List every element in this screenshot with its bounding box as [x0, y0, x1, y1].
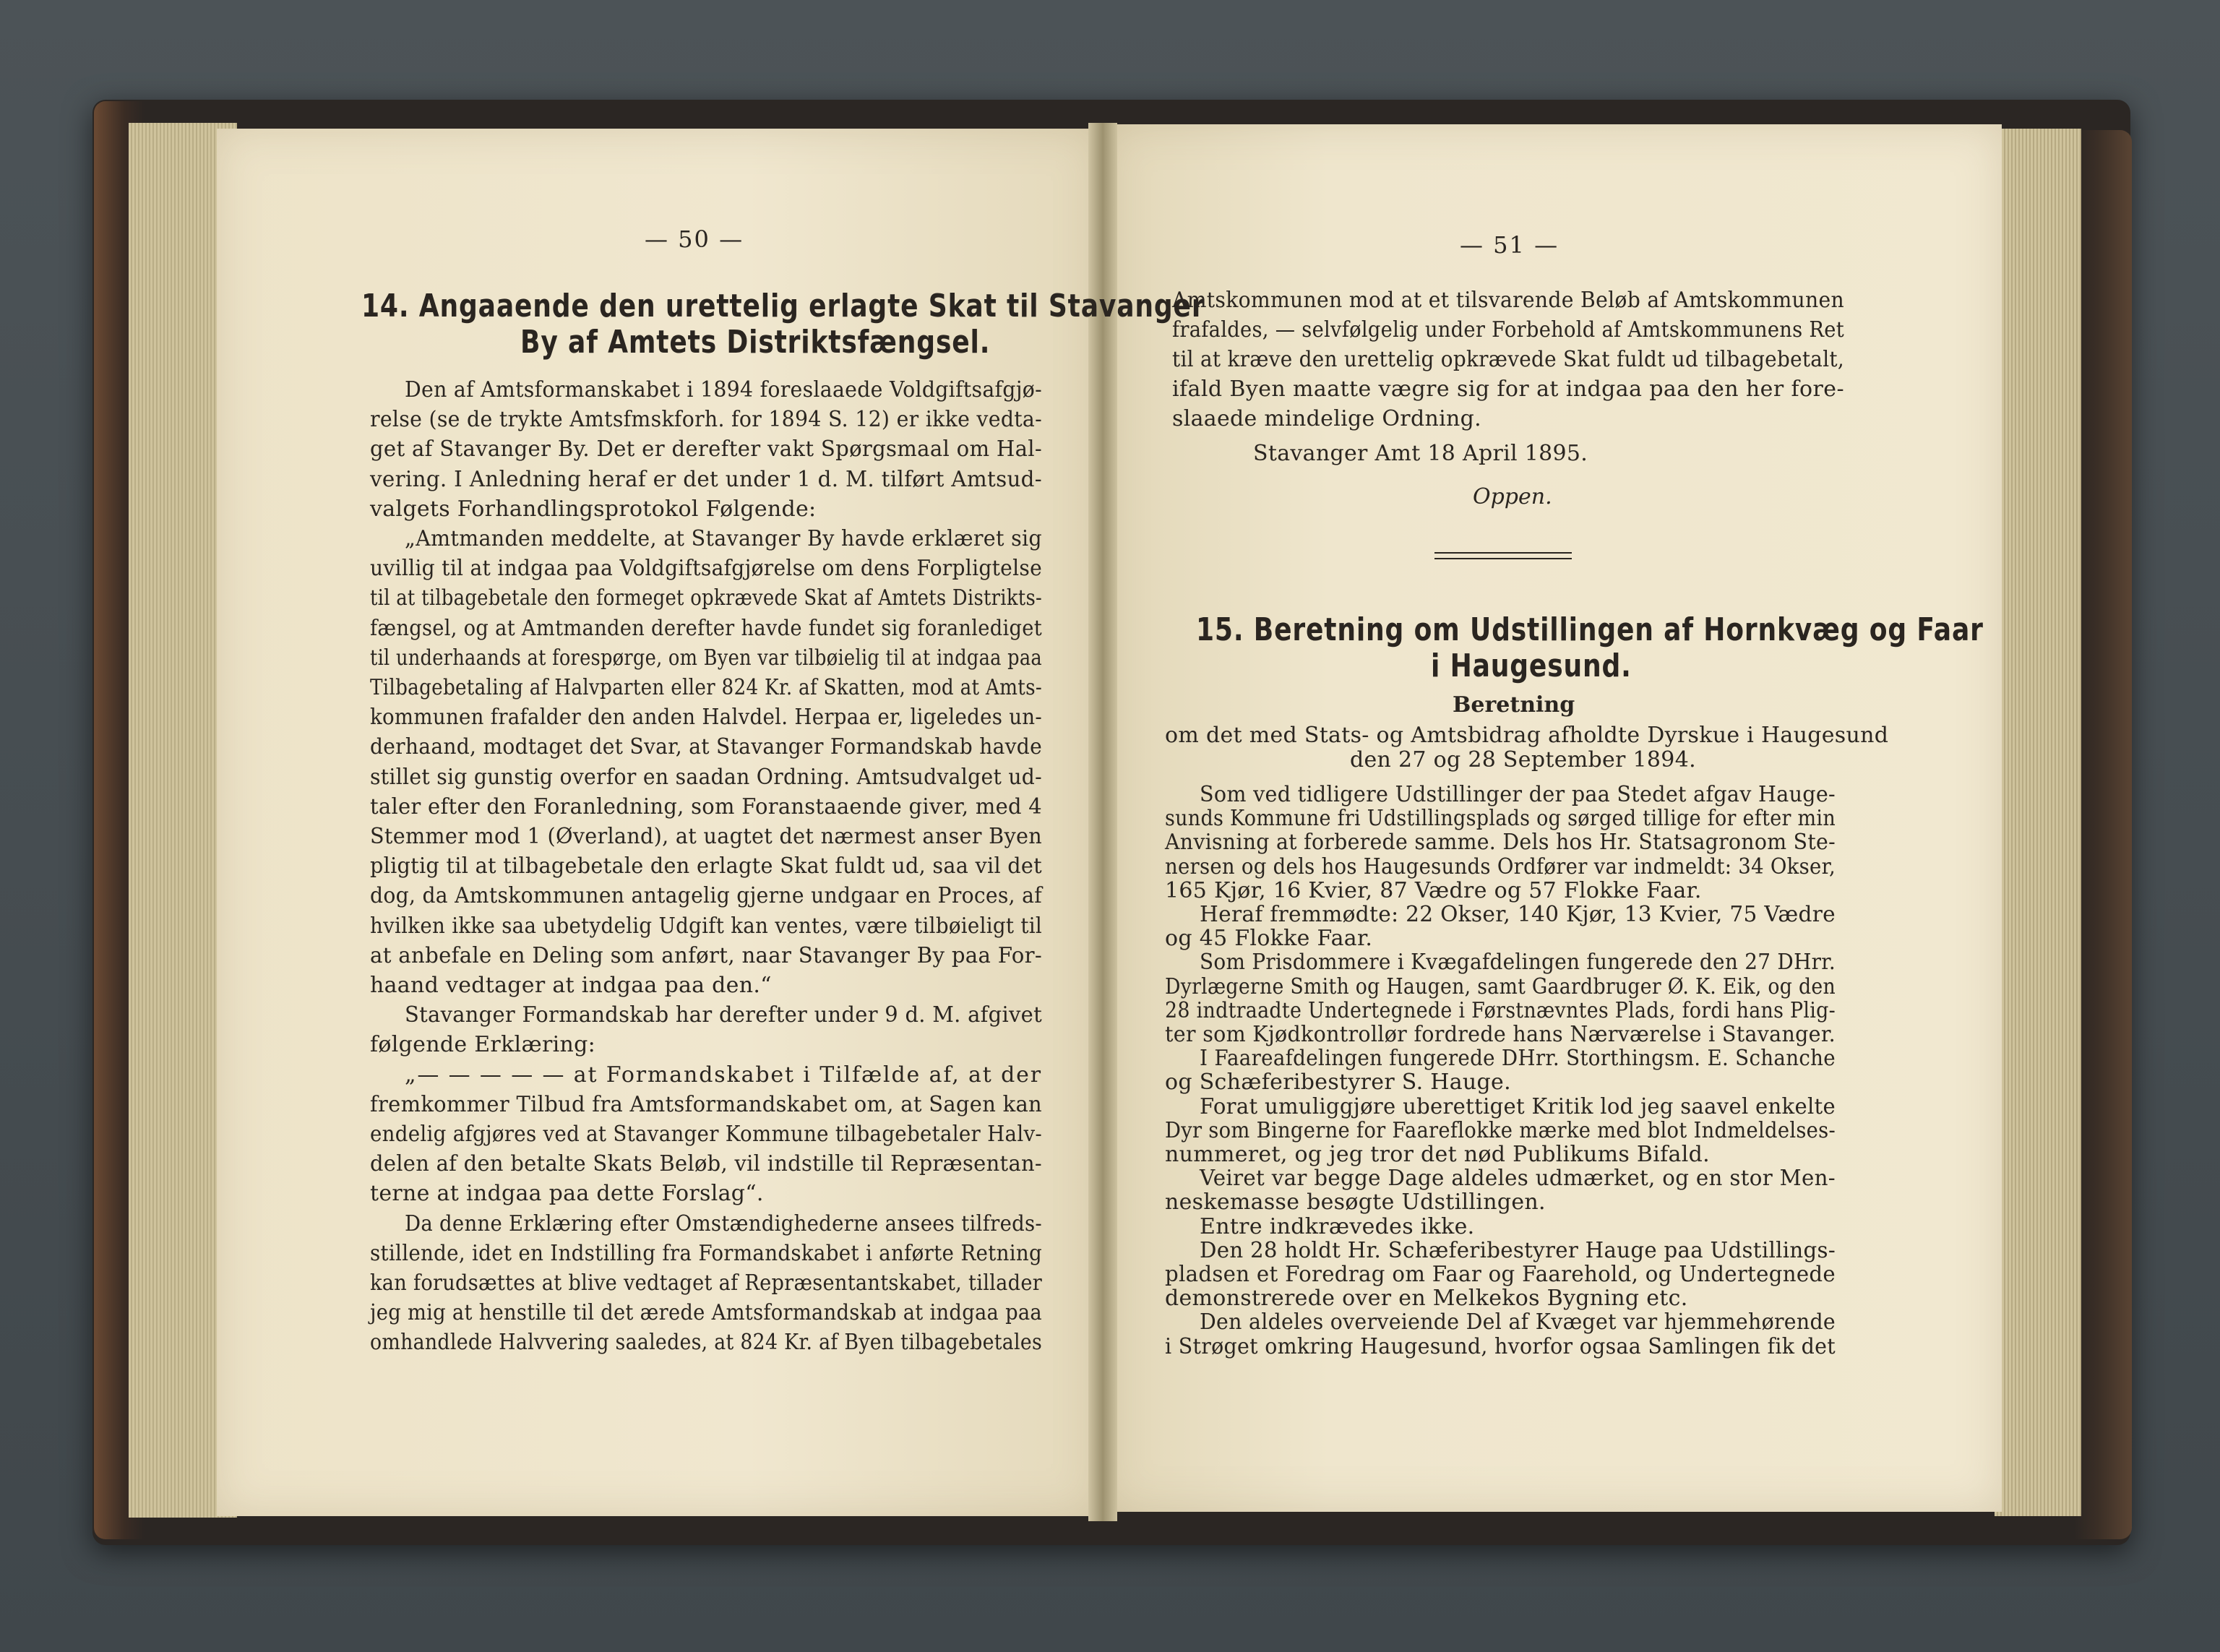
text-line: Den af Amtsformanskabet i 1894 foreslaaede Voldgiftsafgjø- [405, 377, 1042, 403]
text-line: Amtskommunen mod at et tilsvarende Beløb af Amtskommunen [1172, 288, 1844, 313]
text-line: slaaede mindelige Ordning. [1172, 406, 1481, 431]
left-section-heading-line-2: By af Amtets Distriktsfængsel. [520, 324, 991, 361]
text-line: at anbefale en Deling som anført, naar Stavanger By paa For- [370, 942, 1042, 968]
text-line: hvilken ikke saa ubetydelig Udgift kan ventes, være tilbøieligt til [370, 913, 1042, 939]
text-line: til at tilbagebetale den formeget opkrævede Skat af Amtets Distrikts- [370, 585, 1042, 611]
text-line: get af Stavanger By. Det er derefter vakt Spørgsmaal om Hal- [370, 436, 1042, 463]
text-line: delen af den betalte Skats Beløb, vil indstille til Repræsentan- [370, 1151, 1042, 1177]
text-line: og Schæferibestyrer S. Hauge. [1165, 1070, 1511, 1096]
text-line: endelig afgjøres ved at Stavanger Kommune tilbagebetaler Halv- [370, 1122, 1042, 1147]
text-line: fængsel, og at Amtmanden derefter havde fundet sig foranlediget [370, 615, 1042, 641]
report-title: Beretning [1453, 692, 1575, 718]
text-line: til underhaands at forespørge, om Byen var tilbøielig til at indgaa paa [370, 645, 1042, 671]
text-line: derhaand, modtaget det Svar, at Stavanger Formandskab havde [370, 734, 1042, 760]
report-subtitle-line-1: om det med Stats- og Amtsbidrag afholdte Dyrskue i Haugesund [1165, 723, 1889, 748]
page-stack-right [1995, 129, 2081, 1516]
text-line: og 45 Flokke Faar. [1165, 926, 1373, 952]
text-line: „— — — — — at Formandskabet i Tilfælde af, at der [405, 1062, 1042, 1088]
text-line: Som ved tidligere Udstillinger der paa Stedet afgav Hauge- [1200, 782, 1836, 807]
text-line: Veiret var begge Dage aldeles udmærket, og en stor Men- [1200, 1166, 1836, 1192]
text-line: nersen og dels hos Haugesunds Ordfører var indmeldt: 34 Okser, [1165, 853, 1836, 879]
text-line: kommunen frafalder den anden Halvdel. Herpaa er, ligeledes un- [370, 705, 1042, 731]
text-line: neskemasse besøgte Udstillingen. [1165, 1189, 1546, 1216]
text-line: nummeret, og jeg tror det nød Publikums Bifald. [1165, 1142, 1710, 1167]
text-line: fremkommer Tilbud fra Amtsformandskabet om, at Sagen kan [370, 1091, 1042, 1117]
text-line: pladsen et Foredrag om Faar og Faarehold, og Undertegnede [1165, 1262, 1836, 1287]
text-line: dog, da Amtskommunen antagelig gjerne undgaar en Proces, af [370, 883, 1042, 909]
signature: Oppen. [1473, 484, 1552, 509]
text-line: ifald Byen maatte vægre sig for at indgaa paa den her fore- [1172, 377, 1844, 402]
text-line: følgende Erklæring: [370, 1032, 596, 1058]
section-divider-rule [1434, 552, 1572, 559]
text-line: vering. I Anledning heraf er det under 1 d. M. tilført Amtsud- [370, 466, 1042, 492]
text-line: relse (se de trykte Amtsfmskforh. for 1894 S. 12) er ikke vedta- [370, 407, 1042, 433]
text-line: „Amtmanden meddelte, at Stavanger By havde erklæret sig [405, 526, 1042, 551]
text-line: sunds Kommune fri Udstillingsplads og sørged tillige for efter min [1165, 806, 1836, 832]
right-section-heading-line-1: 15. Beretning om Udstillingen af Hornkvæg og Faar [1196, 611, 1984, 648]
text-line: ter som Kjødkontrollør fordrede hans Nærværelse i Stavanger. [1165, 1022, 1836, 1047]
text-line: kan forudsættes at blive vedtaget af Repræsentantskabet, tillader [370, 1270, 1042, 1296]
left-section-heading-line-1: 14. Angaaende den urettelig erlagte Skat til Stavanger [361, 288, 1205, 324]
text-line: Entre indkrævedes ikke. [1200, 1213, 1475, 1239]
text-line: 28 indtraadte Undertegnede i Førstnævntes Plads, fordi hans Plig- [1165, 997, 1836, 1023]
text-line: Den aldeles overveiende Del af Kvæget var hjemmehørende [1200, 1309, 1836, 1335]
text-line: Dyr som Bingerne for Faareflokke mærke med blot Indmeldelses- [1165, 1117, 1836, 1143]
right-page-number: — 51 — [1460, 231, 1559, 259]
right-section-heading-line-2: i Haugesund. [1431, 648, 1632, 684]
text-line: stillende, idet en Indstilling fra Formandskabet i anførte Retning [370, 1240, 1042, 1266]
text-line: omhandlede Halvvering saaledes, at 824 Kr. af Byen tilbagebetales [370, 1330, 1042, 1356]
left-page-number: — 50 — [645, 225, 744, 253]
text-line: pligtig til at tilbagebetale den erlagte Skat fuldt ud, saa vil det [370, 853, 1042, 879]
text-line: haand vedtager at indgaa paa den.“ [370, 973, 772, 998]
text-line: valgets Forhandlingsprotokol Følgende: [370, 496, 817, 522]
text-line: Stavanger Formandskab har derefter under 9 d. M. afgivet [405, 1002, 1042, 1028]
text-line: Dyrlægerne Smith og Haugen, samt Gaardbruger Ø. K. Eik, og den [1165, 973, 1836, 999]
text-line: frafaldes, — selvfølgelig under Forbehold af Amtskommunens Ret [1172, 317, 1844, 343]
cover-edge-right [2074, 130, 2132, 1539]
text-line: taler efter den Foranledning, som Foranstaaende giver, med 4 [370, 793, 1042, 819]
text-line: Heraf fremmødte: 22 Okser, 140 Kjør, 13 Kvier, 75 Vædre [1200, 902, 1836, 927]
text-line: 165 Kjør, 16 Kvier, 87 Vædre og 57 Flokke Faar. [1165, 877, 1702, 903]
text-line: Den 28 holdt Hr. Schæferibestyrer Hauge paa Udstillings- [1200, 1237, 1836, 1263]
text-line: jeg mig at henstille til det ærede Amtsformandskab at indgaa paa [370, 1300, 1042, 1326]
text-line: terne at indgaa paa dette Forslag“. [370, 1181, 764, 1207]
text-line: til at kræve den urettelig opkrævede Skat fuldt ud tilbagebetalt, [1172, 347, 1844, 372]
dateline: Stavanger Amt 18 April 1895. [1253, 441, 1588, 466]
text-line: I Faareafdelingen fungerede DHrr. Storthingsm. E. Schanche [1200, 1046, 1836, 1072]
book-gutter [1088, 123, 1117, 1521]
text-line: Tilbagebetaling af Halvparten eller 824 Kr. af Skatten, mod at Amts- [370, 675, 1042, 700]
text-line: demonstrerede over en Melkekos Bygning etc. [1165, 1286, 1688, 1312]
text-line: stillet sig gunstig overfor en saadan Ordning. Amtsudvalget ud- [370, 764, 1042, 790]
text-line: Da denne Erklæring efter Omstændighederne ansees tilfreds- [405, 1210, 1042, 1236]
text-line: i Strøget omkring Haugesund, hvorfor ogsaa Samlingen fik det [1165, 1333, 1836, 1359]
text-line: uvillig til at indgaa paa Voldgiftsafgjørelse om dens Forpligtelse [370, 556, 1042, 582]
text-line: Forat umuliggjøre uberettiget Kritik lod jeg saavel enkelte [1200, 1093, 1836, 1119]
text-line: Anvisning at forberede samme. Dels hos Hr. Statsagronom Ste- [1165, 830, 1836, 856]
report-subtitle-line-2: den 27 og 28 September 1894. [1350, 747, 1696, 773]
text-line: Stemmer mod 1 (Øverland), at uagtet det nærmest anser Byen [370, 824, 1042, 849]
text-line: Som Prisdommere i Kvægafdelingen fungerede den 27 DHrr. [1200, 950, 1836, 976]
